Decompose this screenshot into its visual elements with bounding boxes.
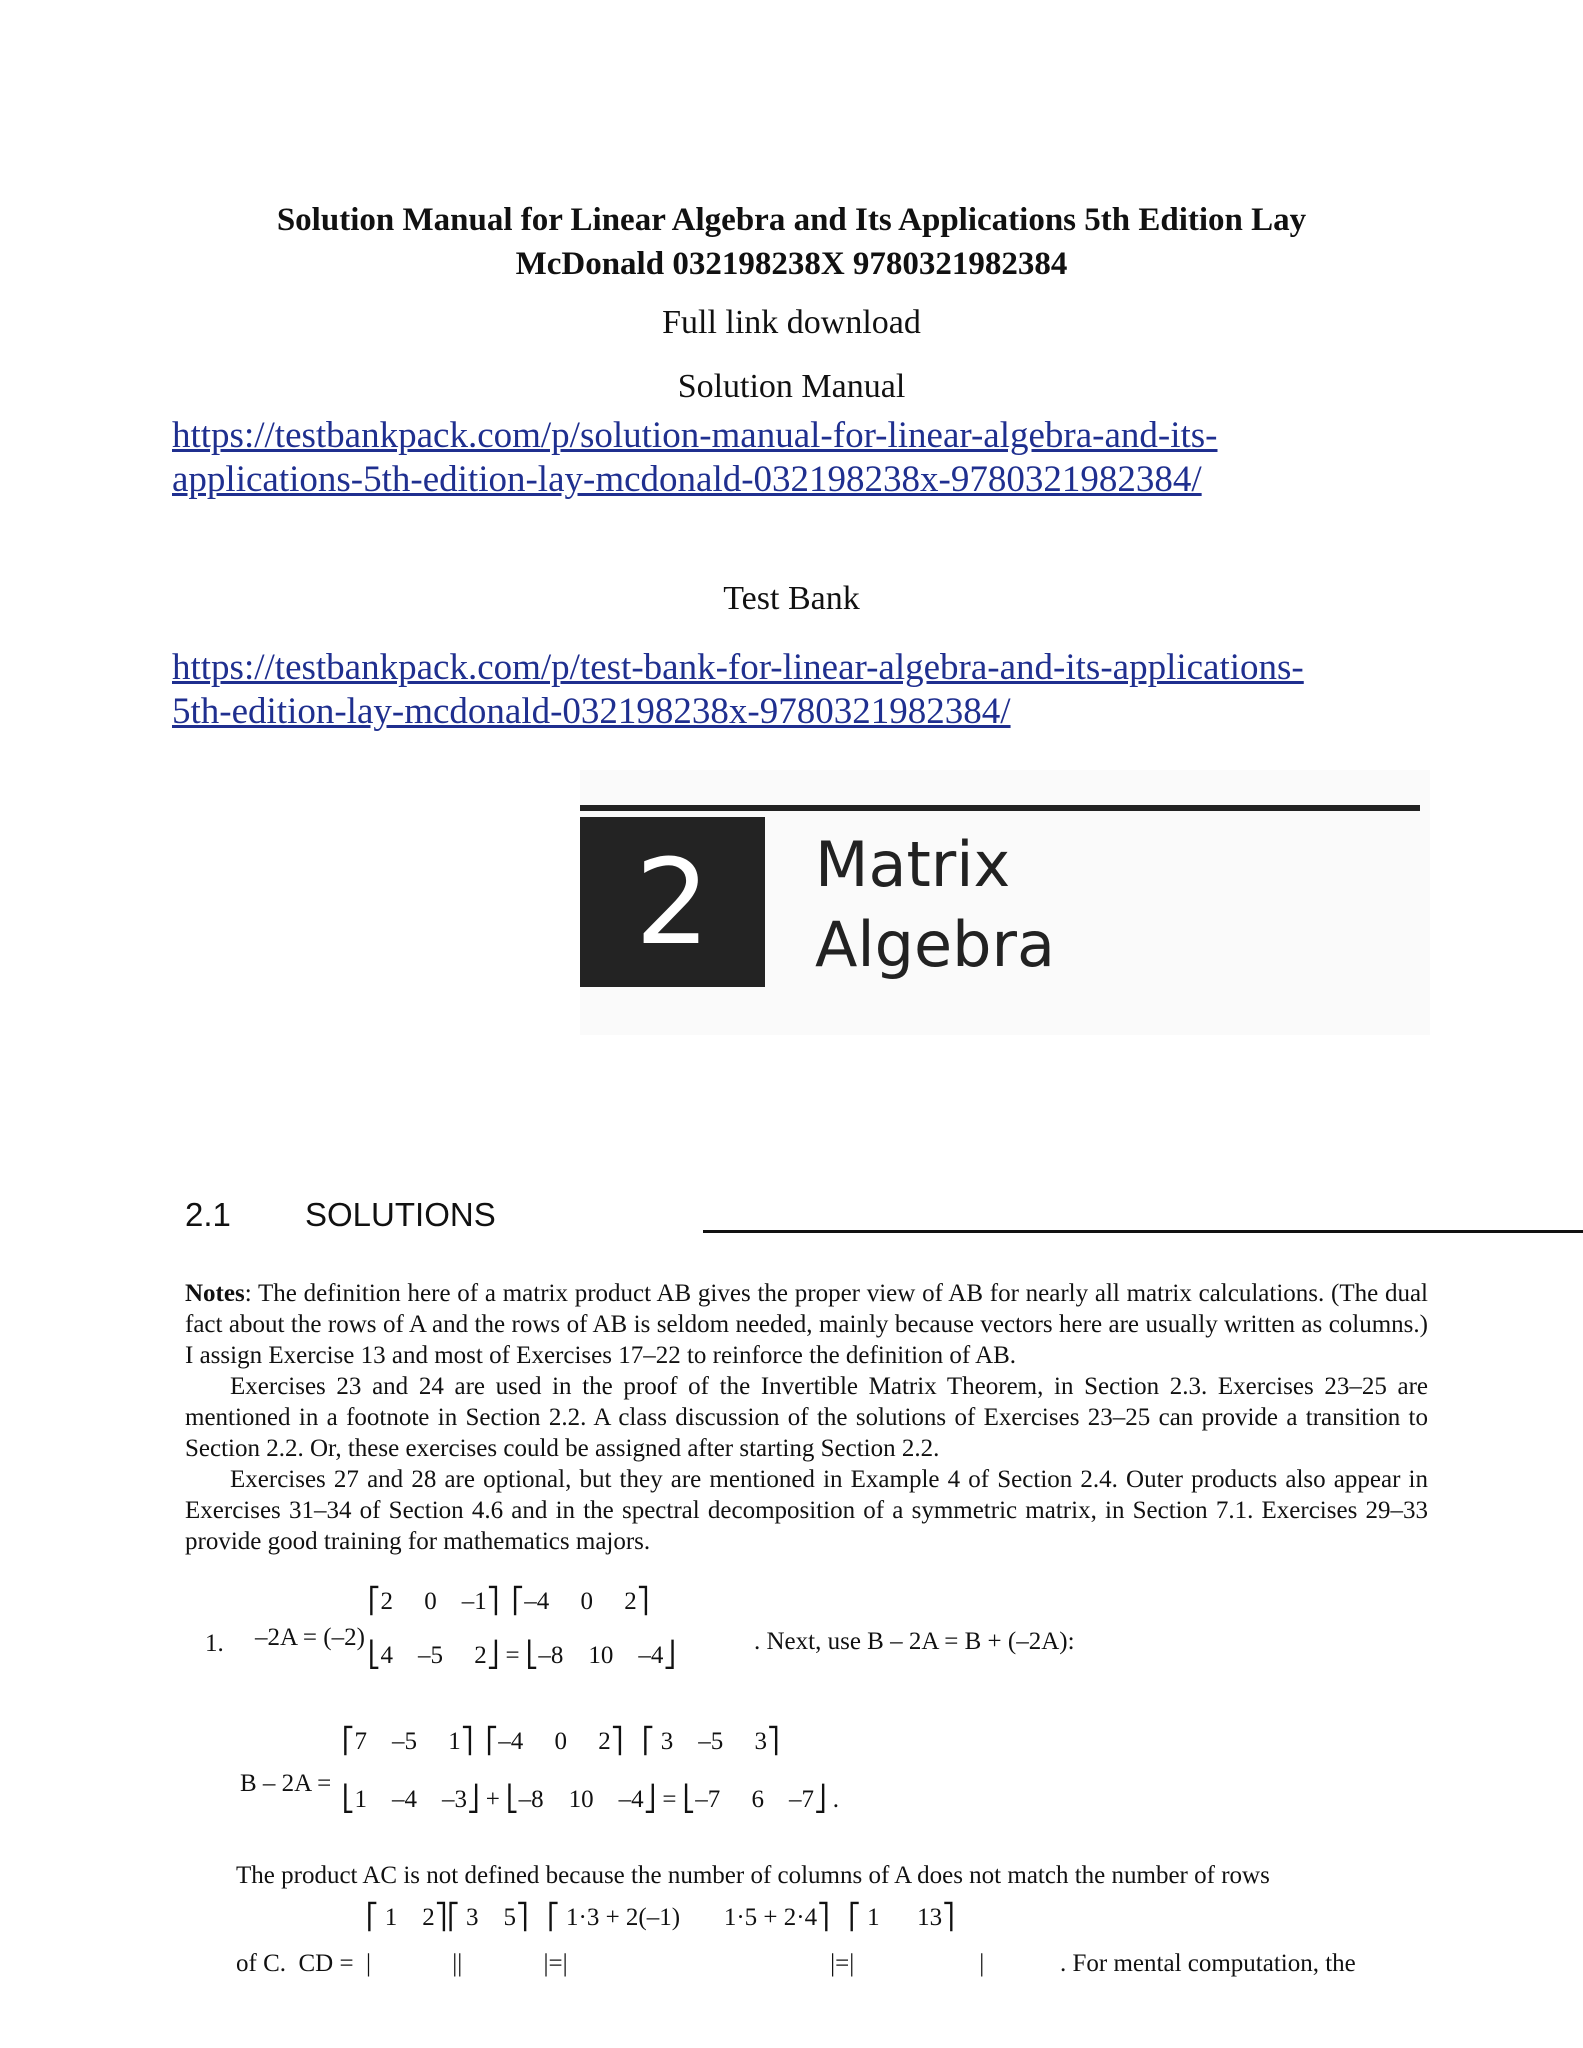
full-link-label: Full link download [662, 304, 921, 341]
ex1-cd-mid-row: | || |=| |=| | [366, 1950, 985, 1977]
solution-manual-label: Solution Manual [677, 368, 906, 405]
notes-label: Notes [185, 1280, 245, 1307]
ex1-b-top-row: ⎡7 –5 1⎤ ⎡–4 0 2⎤ ⎡ 3 –5 3⎤ [342, 1728, 780, 1755]
section-header [185, 1196, 1435, 1246]
title-line-1: Solution Manual for Linear Algebra and Its Applications 5th Edition Lay [276, 202, 1307, 238]
chapter-banner [580, 770, 1430, 1035]
notes-paragraph-1 [185, 1278, 1428, 1371]
chapter-title-line-1: Matrix [815, 828, 1011, 901]
notes-block [185, 1278, 1428, 1557]
ex1-cd-tail: . For mental computation, the [1060, 1950, 1356, 1977]
solution-link-line-2[interactable]: applications-5th-edition-lay-mcdonald-032198238x-9780321982384/ [172, 459, 1202, 500]
test-bank-label: Test Bank [723, 580, 860, 617]
chapter-title-line-2: Algebra [815, 908, 1055, 981]
solution-link-line-1[interactable]: https://testbankpack.com/p/solution-manual-for-linear-algebra-and-its- [172, 415, 1218, 456]
ex1-matrix-top-row: ⎡2 0 –1⎤ ⎡–4 0 2⎤ [368, 1588, 650, 1615]
ex1-cd-top-row: ⎡ 1 2⎤⎡ 3 5⎤ ⎡ 1·3 + 2(–1) 1·5 + 2·4⎤ ⎡ 1 13⎤ [366, 1904, 955, 1931]
solution-manual-link[interactable] [172, 414, 1452, 502]
section-title: SOLUTIONS [305, 1196, 496, 1233]
test-bank-link-line-2[interactable]: 5th-edition-lay-mcdonald-032198238x-9780321982384/ [172, 691, 1011, 732]
section-number: 2.1 [185, 1196, 231, 1233]
ex1-number: 1. [205, 1630, 224, 1657]
title-line-2: McDonald 032198238X 9780321982384 [515, 246, 1068, 282]
ex1-b-lhs: B – 2A = [240, 1770, 332, 1797]
chapter-rule [580, 805, 1420, 811]
notes-p1-text: : The definition here of a matrix product AB gives the proper view of AB for nearly all matrix calculations. (The dual fact about the rows of A and the rows of AB is seldom needed, mainly because vectors here are usually written as columns.) I assign Exercise 13 and most of Exercises 17–22 to reinforce the definition of AB. [185, 1280, 1428, 1369]
section-rule [703, 1230, 1583, 1233]
document-title [0, 198, 1583, 286]
notes-paragraph-2: Exercises 23 and 24 are used in the proof of the Invertible Matrix Theorem, in Section 2.3. Exercises 23–25 are mentioned in a footnote in Section 2.2. A class discussion of the solutions of Exercises 23–25 can provide a transition to Section 2.2. Or, these exercises could be assigned after starting Section 2.2. [185, 1373, 1428, 1462]
ex1-next-text: . Next, use B – 2A = B + (–2A): [754, 1628, 1075, 1655]
notes-paragraph-3: Exercises 27 and 28 are optional, but they are mentioned in Example 4 of Section 2.4. Outer products also appear in Exercises 31–34 of Section 4.6 and in the spectral decomposition of a symmetric matrix, in Section 7.1. Exercises 29–33 provide good training for mathematics majors. [185, 1466, 1428, 1555]
test-bank-link-line-1[interactable]: https://testbankpack.com/p/test-bank-for-linear-algebra-and-its-applications- [172, 647, 1304, 688]
chapter-title [815, 825, 1055, 985]
chapter-number: 2 [580, 817, 765, 987]
ex1-cd-lhs: of C. CD = [236, 1950, 354, 1977]
ex1-lhs: –2A = (–2) [255, 1624, 365, 1651]
ex1-b-bottom-row: ⎣1 –4 –3⎦ + ⎣–8 10 –4⎦ = ⎣–7 6 –7⎦ . [342, 1786, 839, 1813]
ex1-matrix-bottom-row: ⎣4 –5 2⎦ = ⎣–8 10 –4⎦ [368, 1642, 676, 1669]
ex1-product-text: The product AC is not defined because the number of columns of A does not match the number of rows [236, 1862, 1270, 1889]
test-bank-link[interactable] [172, 646, 1452, 734]
